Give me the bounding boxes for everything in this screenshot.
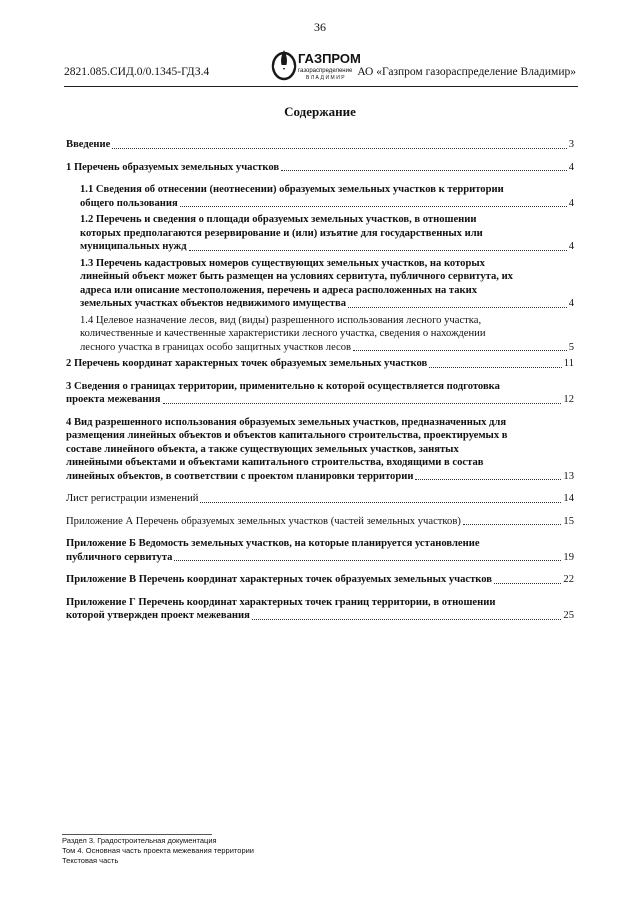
toc-entry-text: количественные и качественные характеристики лесного участка, сведения о нахождении [80, 328, 486, 339]
toc-entry-text: составе линейного объекта, а также существующих земельных участков, занятых [66, 443, 459, 455]
toc-entry[interactable] [66, 161, 574, 175]
toc-entry[interactable] [66, 573, 574, 587]
toc-entry[interactable] [66, 183, 574, 210]
toc-entry-text: Приложение А Перечень образуемых земельных участков (частей земельных участков) [66, 515, 461, 527]
toc-page-number: 25 [563, 610, 574, 621]
toc-entry[interactable] [66, 515, 574, 529]
toc-entry-text: 4 Вид разрешенного использования образуемых земельных участков, предназначенных для [66, 416, 507, 428]
toc-entry-text: 1.4 Целевое назначение лесов, вид (виды) разрешенного использования лесного участка, [80, 314, 482, 326]
footer-part: Текстовая часть [62, 856, 119, 865]
toc-entry-text: лесного участка в границах особо защитных участков лесов [80, 341, 352, 353]
toc-entry[interactable] [66, 380, 574, 407]
toc-entry-text: 1.3 Перечень кадастровых номеров существующих земельных участков, на которых [80, 257, 485, 269]
toc-entry-text: Лист регистрации изменений [66, 493, 199, 504]
dot-leader [415, 479, 561, 480]
toc-page-number: 3 [568, 139, 574, 150]
toc-page-number: 4 [568, 161, 574, 173]
toc-entry-text: 1 Перечень образуемых земельных участков [66, 161, 280, 173]
toc-entry-text: Приложение Б Ведомость земельных участков, на которые планируется установление [66, 538, 480, 549]
toc-entry-text: линейными объектами и объектами капитального строительства, входящими в состав [66, 457, 484, 468]
toc-page-number: 4 [568, 197, 574, 209]
dot-leader [348, 307, 567, 308]
toc-entry-text: Введение [66, 139, 111, 150]
toc-entry-text: общего пользования [80, 197, 178, 209]
toc-entry-text: проекта межевания [66, 394, 161, 405]
table-of-contents [66, 138, 574, 632]
toc-entry-text: Приложение Г Перечень координат характерных точек границ территории, в отношении [66, 596, 496, 608]
logo-title: ГАЗПРОМ [298, 51, 361, 66]
dot-leader [494, 583, 561, 584]
dot-leader [180, 206, 567, 207]
toc-entry-text: адреса или описание местоположения, перечень и адреса расположенных на таких [80, 284, 478, 296]
toc-page-number: 5 [568, 341, 574, 353]
toc-page-number: 12 [563, 394, 574, 405]
gazprom-flame-icon [270, 44, 380, 84]
footer-divider [62, 834, 212, 835]
toc-entry[interactable] [66, 314, 574, 355]
toc-entry[interactable] [66, 213, 574, 254]
toc-entry-text: 1.2 Перечень и сведения о площади образуемых земельных участков, в отношении [80, 214, 477, 225]
toc-entry[interactable] [66, 257, 574, 311]
toc-entry-text: которых предполагаются резервирование и (или) изъятие для государственных или [80, 227, 483, 239]
toc-page-number: 19 [563, 551, 574, 563]
dot-leader [112, 148, 566, 149]
toc-entry-text: размещения линейных объектов и объектов капитального строительства, проектируемых в [66, 430, 508, 441]
toc-page-number: 13 [563, 470, 574, 482]
toc-entry[interactable] [66, 138, 574, 152]
logo-city: ВЛАДИМИР [306, 75, 347, 81]
toc-entry-text: публичного сервитута [66, 551, 173, 563]
dot-leader [281, 170, 567, 171]
organization-name: АО «Газпром газораспределение Владимир» [357, 66, 576, 78]
toc-entry[interactable] [66, 537, 574, 564]
page-footer [62, 836, 362, 866]
dot-leader [189, 250, 567, 251]
toc-entry[interactable] [66, 596, 574, 623]
toc-page-number: 15 [563, 515, 574, 527]
toc-page-number: 14 [563, 493, 574, 504]
toc-entry-text: земельных участках объектов недвижимого имущества [80, 298, 346, 309]
toc-entry[interactable] [66, 357, 574, 371]
page-number: 36 [314, 20, 326, 34]
toc-entry[interactable] [66, 416, 574, 484]
toc-entry-text: линейных объектов, в соответствии с проектом планировки территории [66, 470, 414, 482]
toc-title: Содержание [284, 104, 356, 119]
toc-entry-text: которой утвержден проект межевания [66, 610, 250, 621]
toc-entry-text: линейный объект может быть размещен на условиях сервитута, публичного сервитута, их [80, 271, 513, 282]
toc-page-number: 4 [568, 298, 574, 309]
toc-entry-text: 1.1 Сведения об отнесении (неотнесении) образуемых земельных участков к территории [80, 184, 504, 195]
header-divider [64, 86, 578, 87]
footer-volume: Том 4. Основная часть проекта межевания территории [62, 846, 254, 855]
page-header [64, 40, 584, 90]
dot-leader [252, 619, 562, 620]
document-code: 2821.085.СИД.0/0.1345-ГДЗ.4 [64, 66, 210, 78]
footer-section: Раздел 3. Градостроительная документация [62, 836, 217, 845]
gazprom-logo [270, 44, 380, 84]
toc-entry-text: 2 Перечень координат характерных точек образуемых земельных участков [66, 358, 428, 369]
dot-leader [163, 403, 562, 404]
toc-entry-text: Приложение В Перечень координат характерных точек образуемых земельных участков [66, 574, 493, 585]
toc-page-number: 11 [563, 358, 574, 369]
dot-leader [353, 350, 567, 351]
toc-entry-text: муниципальных нужд [80, 241, 187, 252]
toc-page-number: 22 [563, 574, 574, 585]
dot-leader [200, 502, 561, 503]
toc-entry[interactable] [66, 492, 574, 506]
dot-leader [174, 560, 561, 561]
dot-leader [429, 367, 562, 368]
dot-leader [463, 524, 562, 525]
logo-subtitle: газораспределение [298, 68, 353, 74]
toc-page-number: 4 [568, 241, 574, 252]
toc-entry-text: 3 Сведения о границах территории, применительно к которой осуществляется подготовка [66, 380, 500, 392]
